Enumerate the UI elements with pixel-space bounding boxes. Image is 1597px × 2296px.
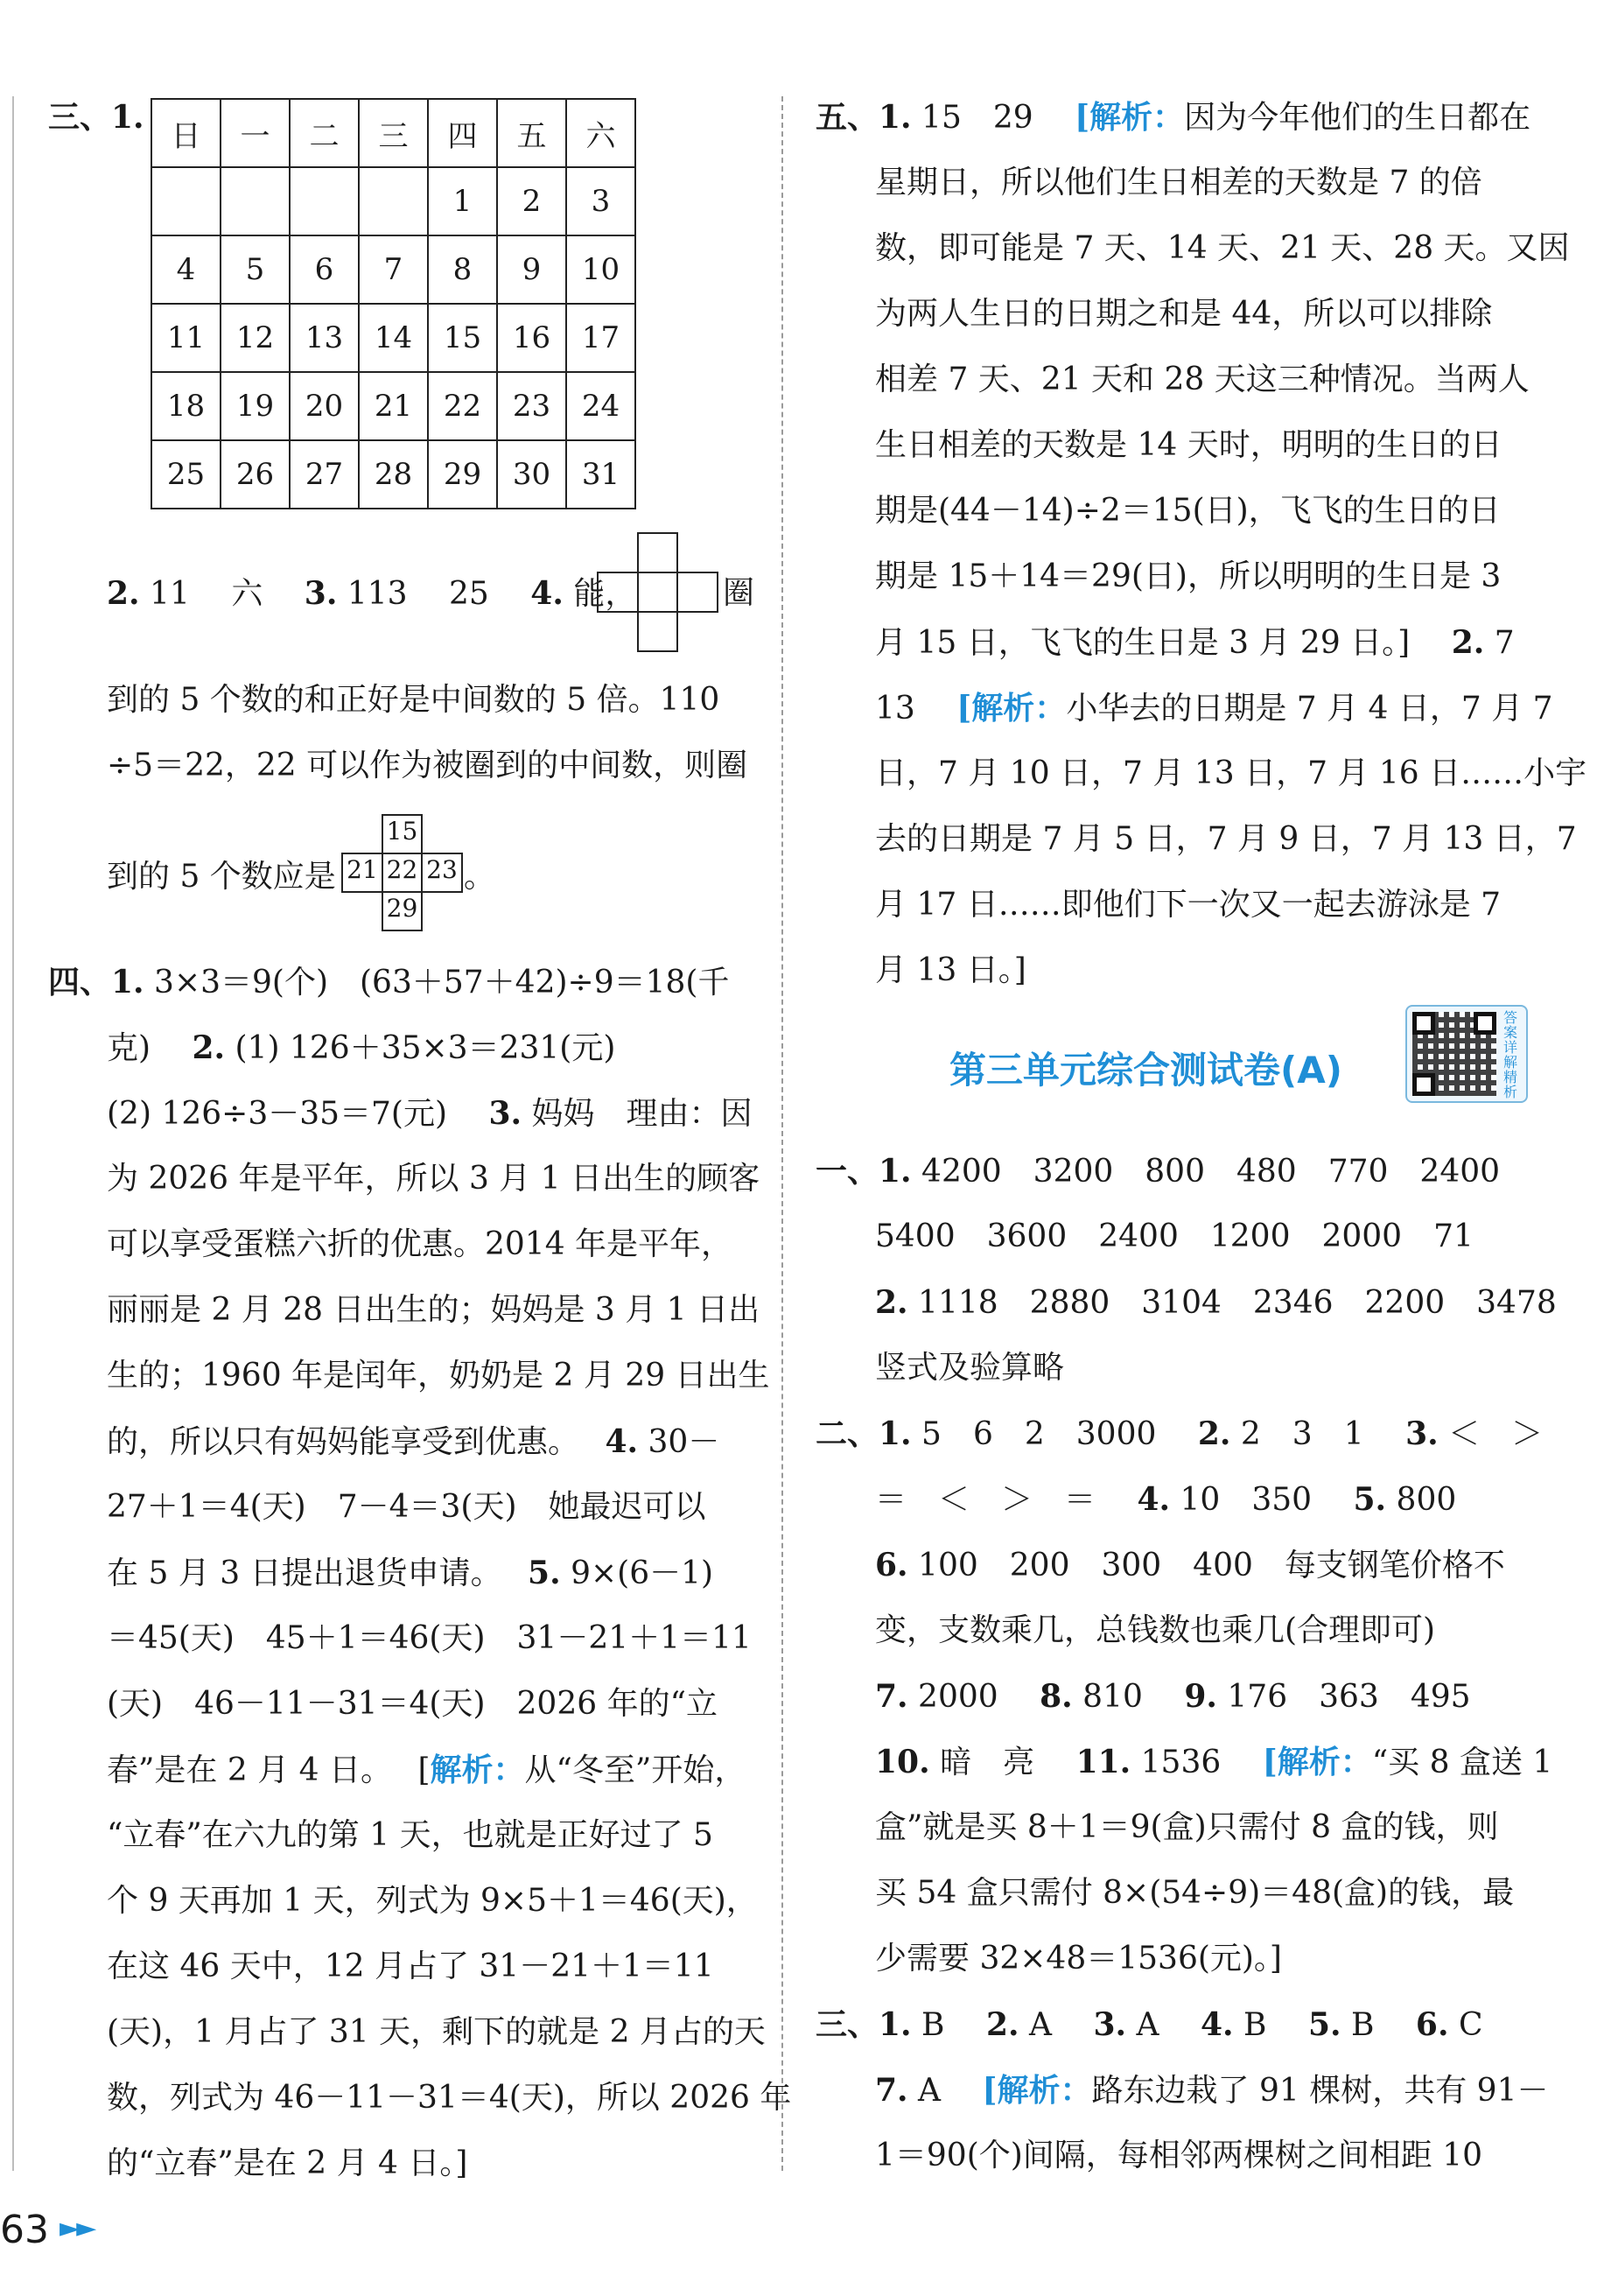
answer-text: 个 9 天再加 1 天，列式为 9×5＋1＝46(天)，	[107, 1883, 758, 1919]
calendar-header-cell: 二	[290, 99, 359, 167]
answer-text: 1＝90(个)间隔，每相邻两棵树之间相距 10	[875, 2138, 1483, 2173]
answer-text: 2000	[918, 1679, 1030, 1715]
answer-text: 路东边栽了 91 棵树，共有 91－	[1091, 2073, 1549, 2109]
question-number: 2.	[1197, 1415, 1231, 1452]
calendar-cell: 12	[221, 304, 290, 372]
question-number: 5.	[1307, 2006, 1341, 2043]
section-5-line	[816, 98, 1530, 137]
qr-finder	[1412, 1073, 1435, 1096]
calendar-row	[151, 235, 635, 304]
calendar-cell: 28	[359, 440, 428, 509]
answer-text: 2 3 1	[1240, 1416, 1396, 1452]
calendar-cell: 24	[566, 372, 635, 440]
qr-finder	[1412, 1012, 1435, 1035]
answer-text: 为 2026 年是平年，所以 3 月 1 日出生的顾客	[107, 1161, 760, 1197]
cross-cell-center: 22	[382, 853, 423, 893]
calendar-cell: 11	[151, 304, 221, 372]
calendar-cell	[151, 167, 221, 235]
calendar-cell: 2	[497, 167, 566, 235]
answer-text: 生的；1960 年是闰年，奶奶是 2 月 29 日出生	[107, 1358, 770, 1394]
answer-text: ＝ ＜ ＞ ＝	[875, 1482, 1128, 1518]
answer-text: 的“立春”是在 2 月 4 日。]	[107, 2145, 468, 2181]
answer-text: 10 350	[1180, 1482, 1344, 1518]
calendar-cell	[221, 167, 290, 235]
cross-cell	[637, 572, 678, 613]
calendar-cell: 19	[221, 372, 290, 440]
answer-line	[107, 1554, 713, 1593]
calendar-cell: 15	[428, 304, 497, 372]
calendar-cell: 31	[566, 440, 635, 509]
answer-text: 15 29	[921, 100, 1065, 136]
calendar-header-cell: 六	[566, 99, 635, 167]
answer-line	[107, 574, 636, 614]
answer-value: B	[1350, 2007, 1375, 2043]
question-number: 2.	[985, 2006, 1019, 2043]
analysis-label: 解析：	[430, 1752, 525, 1788]
calendar-header-cell: 一	[221, 99, 290, 167]
calendar-header-row	[151, 99, 635, 167]
answer-line	[107, 1094, 753, 1134]
answer-text: “立春”在六九的第 1 天，也就是正好过了 5	[107, 1817, 713, 1853]
section-5-label: 五、1.	[816, 99, 912, 136]
analysis-label: [解析：	[956, 690, 1067, 727]
cross-cell-left: 21	[341, 853, 383, 893]
answer-text: ÷5＝22，22 可以作为被圈到的中间数，则圈	[107, 748, 748, 783]
question-number: 8.	[1040, 1678, 1073, 1715]
answer-text: 可以享受蛋糕六折的优惠。2014 年是平年，	[107, 1226, 733, 1262]
answer-text: 到的 5 个数的和正好是中间数的 5 倍。110	[107, 682, 720, 718]
answer-text: 800	[1396, 1482, 1457, 1518]
section-2-label: 二、1.	[816, 1415, 912, 1452]
cross-cell	[676, 572, 718, 613]
calendar-cell: 17	[566, 304, 635, 372]
answer-text: 在 5 月 3 日提出退货申请。	[107, 1555, 518, 1591]
calendar-cell: 13	[290, 304, 359, 372]
cross-cell-right: 23	[421, 853, 463, 893]
answer-line	[107, 1029, 615, 1068]
cross-cell	[637, 611, 678, 652]
answer-text: 到的 5 个数应是	[107, 859, 336, 895]
question-number: 7.	[875, 2072, 908, 2109]
calendar-cell	[359, 167, 428, 235]
calendar-cell: 23	[497, 372, 566, 440]
calendar-cell: 8	[428, 235, 497, 304]
calendar-cell: 7	[359, 235, 428, 304]
calendar-cell: 29	[428, 440, 497, 509]
question-number: 2.	[107, 575, 140, 612]
analysis-label: [解析：	[1075, 99, 1185, 136]
answer-value: A	[1136, 2007, 1159, 2043]
answer-text: 因为今年他们的生日都在	[1184, 100, 1531, 136]
answer-value: B	[921, 2007, 945, 2043]
answer-text: 期是(44－14)÷2＝15(日)，飞飞的生日的日	[875, 493, 1501, 529]
section-4-line	[48, 963, 729, 1002]
answer-text: 为两人生日的日期之和是 44，所以可以排除	[875, 296, 1493, 332]
calendar-cell: 6	[290, 235, 359, 304]
calendar-cell: 16	[497, 304, 566, 372]
answer-text: (天)，1 月占了 31 天，剩下的就是 2 月占的天	[107, 2014, 766, 2050]
answer-text: 数，列式为 46－11－31＝4(天)，所以 2026 年	[107, 2080, 792, 2116]
answer-text: “买 8 盒送 1	[1371, 1745, 1553, 1780]
answer-text: 在这 46 天中，12 月占了 31－21＋1＝11	[107, 1948, 714, 1984]
answer-text: 。	[464, 859, 496, 895]
answer-text: (2) 126÷3－35＝7(元)	[107, 1096, 480, 1132]
question-number: 6.	[875, 1547, 908, 1583]
answer-text: 月 15 日，飞飞的生日是 3 月 29 日。]	[875, 625, 1442, 661]
calendar-cell: 20	[290, 372, 359, 440]
answer-line	[107, 1422, 719, 1462]
answer-value: C	[1458, 2007, 1483, 2043]
answer-text: 买 54 盒只需付 8×(54÷9)＝48(盒)的钱，最	[875, 1875, 1515, 1911]
answer-value: 113	[347, 576, 408, 612]
answer-text: 13	[875, 691, 947, 727]
qr-caption: 答案详解精析	[1503, 1009, 1518, 1100]
answer-text: 春”是在 2 月 4 日。	[107, 1752, 408, 1788]
answer-text: 3×3＝9(个) (63＋57＋42)÷9＝18(千	[154, 965, 730, 1001]
calendar-header-cell: 三	[359, 99, 428, 167]
answer-line	[875, 689, 1553, 728]
calendar-cell: 14	[359, 304, 428, 372]
question-number: 4.	[1137, 1481, 1171, 1518]
question-number: 3.	[488, 1095, 522, 1132]
calendar-header-cell: 四	[428, 99, 497, 167]
answer-text: 丽丽是 2 月 28 日出生的；妈妈是 3 月 1 日出	[107, 1292, 760, 1328]
bracket: [	[417, 1752, 431, 1788]
answer-text: 竖式及验算略	[875, 1350, 1065, 1386]
question-number: 5.	[528, 1555, 561, 1591]
answer-value: B	[1243, 2007, 1267, 2043]
qr-code[interactable]	[1405, 1005, 1528, 1103]
answer-text: (天) 46－11－31＝4(天) 2026 年的“立	[107, 1686, 718, 1722]
qr-finder	[1474, 1012, 1496, 1035]
answer-text: 暗 亮	[940, 1745, 1067, 1780]
question-number: 2.	[875, 1284, 908, 1321]
answer-text: 盒”就是买 8＋1＝9(盒)只需付 8 盒的钱，则	[875, 1809, 1499, 1845]
calendar-cell: 5	[221, 235, 290, 304]
answer-text: 1118 2880 3104 2346 2200 3478	[918, 1285, 1557, 1321]
calendar-table	[151, 98, 636, 509]
answer-text: 9×(6－1)	[571, 1555, 714, 1591]
answer-text: 变，支数乘几，总钱数也乘几(合理即可)	[875, 1612, 1436, 1648]
answer-text: 5 6 2 3000	[921, 1416, 1188, 1452]
calendar-cell: 4	[151, 235, 221, 304]
answer-text: 5400 3600 2400 1200 2000 71	[875, 1218, 1474, 1254]
calendar-cell: 10	[566, 235, 635, 304]
answer-line	[875, 623, 1515, 663]
question-number: 9.	[1184, 1678, 1217, 1715]
answer-text: 100 200 300 400 每支钢笔价格不	[918, 1548, 1505, 1583]
answer-value: 六	[231, 576, 263, 612]
answer-text: 数，即可能是 7 天、14 天、21 天、28 天。又因	[875, 230, 1570, 266]
calendar-cell	[290, 167, 359, 235]
question-number: 4.	[605, 1423, 639, 1460]
cross-cell	[637, 532, 678, 573]
cross-shape-empty	[597, 532, 719, 653]
question-number: 3.	[1405, 1415, 1439, 1452]
calendar-cell: 3	[566, 167, 635, 235]
answer-text: 相差 7 天、21 天和 28 天这三种情况。当两人	[875, 362, 1530, 397]
answer-text: 1536	[1140, 1745, 1253, 1780]
analysis-label: [解析：	[1262, 1744, 1372, 1780]
answer-text: 少需要 32×48＝1536(元)。]	[875, 1941, 1282, 1977]
question-number: 10.	[875, 1744, 930, 1780]
answer-value: 7	[1494, 625, 1515, 661]
calendar-cell: 27	[290, 440, 359, 509]
question-number: 5.	[1353, 1481, 1387, 1518]
right-column	[770, 0, 1597, 2296]
left-column	[0, 0, 792, 2296]
calendar-row	[151, 304, 635, 372]
calendar-cell: 1	[428, 167, 497, 235]
question-number: 4.	[530, 575, 564, 612]
answer-text: 176 363 495	[1227, 1679, 1471, 1715]
calendar-cell: 9	[497, 235, 566, 304]
question-number: 7.	[875, 1678, 908, 1715]
answer-value: 能，	[573, 576, 637, 612]
calendar-cell: 25	[151, 440, 221, 509]
calendar-cell: 26	[221, 440, 290, 509]
section-3b-label: 三、1.	[816, 2006, 912, 2043]
section-4-label: 四、1.	[48, 964, 144, 1001]
page-number: 63	[0, 2208, 49, 2252]
answer-line	[107, 1751, 746, 1790]
answer-text: 生日相差的天数是 14 天时，明明的生日的日	[875, 427, 1502, 463]
section-title: 第三单元综合测试卷(A)	[949, 1049, 1342, 1092]
answer-value: A	[918, 2073, 973, 2109]
answer-text: 27＋1＝4(天) 7－4＝3(天) 她最迟可以	[107, 1489, 706, 1525]
analysis-label: [解析：	[982, 2072, 1092, 2109]
calendar-cell: 22	[428, 372, 497, 440]
calendar-cell: 21	[359, 372, 428, 440]
answer-value: 25	[449, 576, 489, 612]
question-number: 2.	[1451, 624, 1485, 661]
answer-text: 星期日，所以他们生日相差的天数是 7 的倍	[875, 165, 1482, 200]
answer-text: 月 13 日。]	[875, 952, 1026, 988]
question-number: 3.	[1093, 2006, 1127, 2043]
question-number: 3.	[304, 575, 338, 612]
question-number: 4.	[1200, 2006, 1234, 2043]
question-number: 11.	[1075, 1744, 1131, 1780]
answer-text: 日，7 月 10 日，7 月 13 日，7 月 16 日……小宇	[875, 755, 1587, 791]
cross-cell-top: 15	[382, 814, 423, 854]
section-3-label: 三、1.	[48, 99, 144, 136]
answer-text: 小华去的日期是 7 月 4 日，7 月 7	[1066, 691, 1553, 727]
answer-text: 妈妈 理由：因	[531, 1096, 753, 1132]
section-1-label: 一、1.	[816, 1153, 912, 1190]
answer-text: 810	[1082, 1679, 1174, 1715]
answer-text: 从“冬至”开始，	[524, 1752, 746, 1788]
calendar-row	[151, 167, 635, 235]
answer-text: 去的日期是 7 月 5 日，7 月 9 日，7 月 13 日，7	[875, 821, 1577, 857]
calendar-cell: 18	[151, 372, 221, 440]
answer-text: 圈	[723, 575, 755, 611]
calendar-cell: 30	[497, 440, 566, 509]
answer-value: A	[1029, 2007, 1053, 2043]
answer-text: 期是 15＋14＝29(日)，所以明明的生日是 3	[875, 558, 1502, 594]
answer-text: ＝45(天) 45＋1＝46(天) 31－21＋1＝11	[107, 1620, 752, 1656]
answer-text: 的，所以只有妈妈能享受到优惠。	[107, 1424, 596, 1460]
answer-text: 月 17 日……即他们下一次又一起去游泳是 7	[875, 887, 1502, 923]
question-number: 2.	[192, 1029, 226, 1066]
calendar-header-cell: 五	[497, 99, 566, 167]
answer-text: 30－	[648, 1424, 720, 1460]
answer-text: (1) 126＋35×3＝231(元)	[235, 1030, 616, 1066]
calendar-header-cell: 日	[151, 99, 221, 167]
calendar-row	[151, 440, 635, 509]
cross-cell-bottom: 29	[382, 891, 423, 931]
next-arrows-icon: ►►	[60, 2213, 94, 2243]
answer-value: 11	[150, 576, 190, 612]
answer-text: 克)	[107, 1030, 183, 1066]
answer-text: ＜ ＞	[1448, 1416, 1544, 1452]
answer-text: 4200 3200 800 480 770 2400	[921, 1154, 1501, 1190]
cross-cell	[597, 572, 639, 613]
cross-shape-numbers	[341, 814, 464, 937]
question-number: 6.	[1415, 2006, 1449, 2043]
calendar-row	[151, 372, 635, 440]
